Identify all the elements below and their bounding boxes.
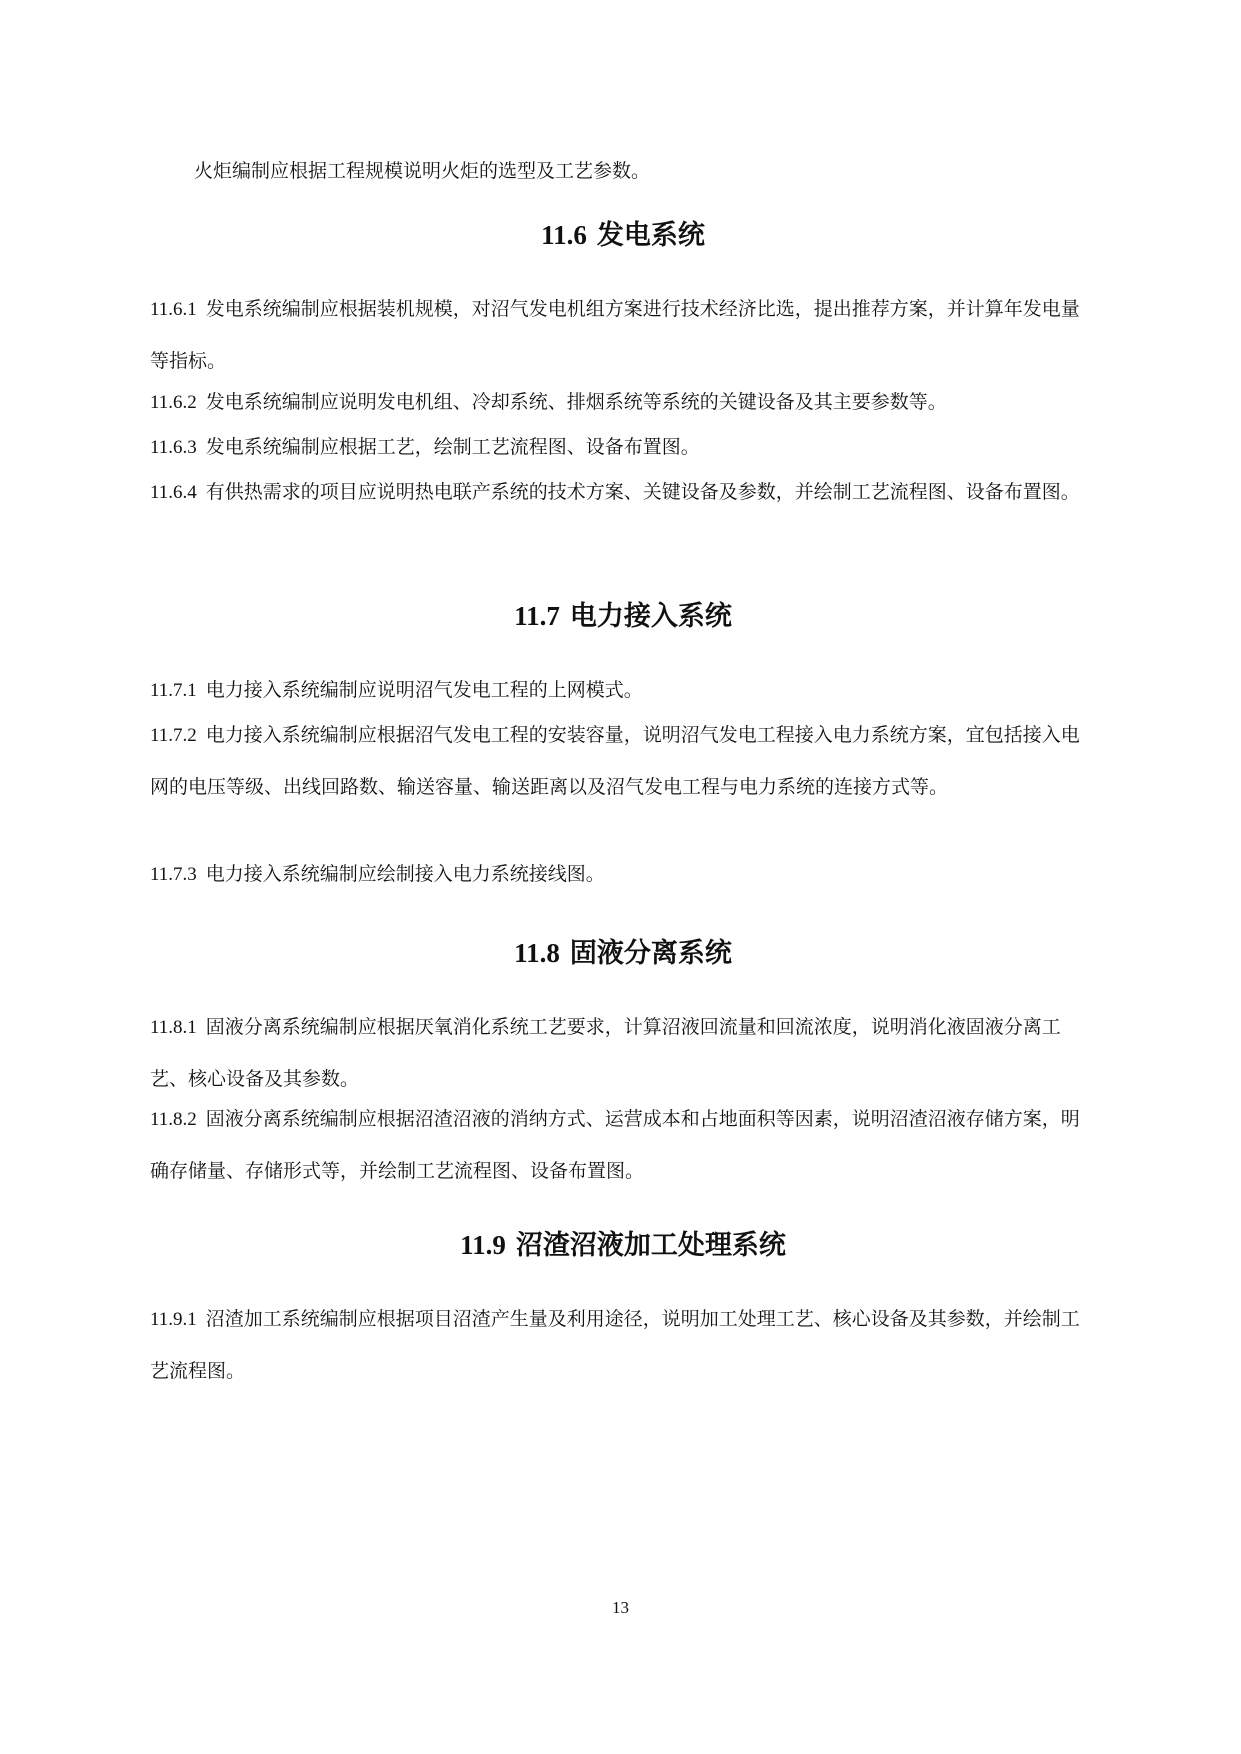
section-heading-11-6: 11.6 发电系统 bbox=[541, 220, 705, 251]
clause-11-6-4: 11.6.4 有供热需求的项目应说明热电联产系统的技术方案、关键设备及参数，并绘制工艺流程图、设备布置图。 bbox=[150, 481, 1080, 503]
section-heading-11-8: 11.8 固液分离系统 bbox=[514, 938, 732, 969]
clause-11-8-1: 11.8.1 固液分离系统编制应根据厌氧消化系统工艺要求，计算沼液回流量和回流浓度，说明消化液固液分离工艺、核心设备及其参数。 bbox=[150, 1016, 1061, 1090]
section-heading-11-9: 11.9 沼渣沼液加工处理系统 bbox=[460, 1230, 786, 1261]
clause-11-9-1: 11.9.1 沼渣加工系统编制应根据项目沼渣产生量及利用途径，说明加工处理工艺、核心设备及其参数，并绘制工艺流程图。 bbox=[150, 1308, 1080, 1382]
clause-11-7-3: 11.7.3 电力接入系统编制应绘制接入电力系统接线图。 bbox=[150, 863, 605, 885]
page-number: 13 bbox=[612, 1598, 629, 1617]
section-heading-11-7: 11.7 电力接入系统 bbox=[514, 601, 732, 632]
clause-11-8-2: 11.8.2 固液分离系统编制应根据沼渣沼液的消纳方式、运营成本和占地面积等因素，说明沼渣沼液存储方案，明确存储量、存储形式等，并绘制工艺流程图、设备布置图。 bbox=[150, 1108, 1080, 1182]
clause-11-7-2: 11.7.2 电力接入系统编制应根据沼气发电工程的安装容量，说明沼气发电工程接入电力系统方案，宜包括接入电网的电压等级、出线回路数、输送容量、输送距离以及沼气发电工程与电力系统的连接方式等。 bbox=[150, 724, 1080, 798]
intro-paragraph: 火炬编制应根据工程规模说明火炬的选型及工艺参数。 bbox=[194, 160, 651, 182]
clause-11-6-1: 11.6.1 发电系统编制应根据装机规模，对沼气发电机组方案进行技术经济比选，提出推荐方案，并计算年发电量等指标。 bbox=[150, 298, 1080, 372]
clause-11-7-1: 11.7.1 电力接入系统编制应说明沼气发电工程的上网模式。 bbox=[150, 679, 643, 701]
clause-11-6-2: 11.6.2 发电系统编制应说明发电机组、冷却系统、排烟系统等系统的关键设备及其主要参数等。 bbox=[150, 391, 947, 413]
clause-11-6-3: 11.6.3 发电系统编制应根据工艺，绘制工艺流程图、设备布置图。 bbox=[150, 436, 700, 458]
